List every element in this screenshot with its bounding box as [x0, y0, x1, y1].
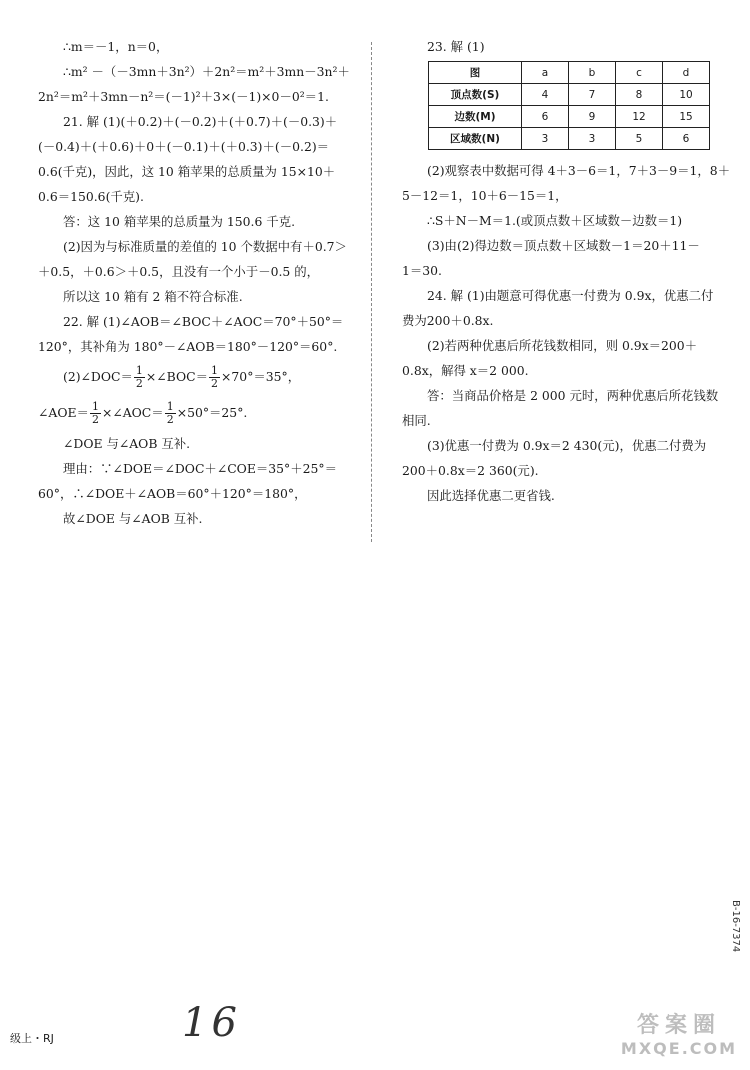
polygon-data-table	[428, 61, 710, 150]
fraction-half	[90, 401, 101, 426]
table-cell: d	[663, 62, 710, 84]
table-cell: 4	[522, 84, 569, 106]
text-line: 1＝30.	[402, 263, 442, 278]
fraction-numerator: 1	[166, 400, 174, 413]
column-divider	[371, 42, 372, 542]
fraction-denominator: 2	[166, 413, 174, 426]
text-line: 0.8x，解得 x＝2 000.	[402, 363, 529, 378]
text-line: 相同.	[402, 413, 431, 428]
text-line: ∴S＋N－M＝1.(或顶点数＋区域数－边数＝1)	[427, 213, 683, 228]
table-cell: 3	[522, 128, 569, 150]
text-line: 120°，其补角为 180°－∠AOB＝180°－120°＝60°.	[38, 339, 338, 354]
text-line: ∠DOE 与∠AOB 互补.	[63, 436, 191, 451]
text-line: 答：当商品价格是 2 000 元时，两种优惠后所花钱数	[427, 388, 719, 403]
fraction-denominator: 2	[91, 413, 99, 426]
table-row	[429, 84, 710, 106]
text-line: 理由：∵∠DOE＝∠DOC＋∠COE＝35°＋25°＝	[63, 461, 337, 476]
row-label-cell: 区域数(N)	[429, 128, 522, 150]
text-line: (2)若两种优惠后所花钱数相同，则 0.9x＝200＋	[427, 338, 698, 353]
table-cell: b	[569, 62, 616, 84]
fraction-half	[134, 365, 145, 390]
q23-heading: 23. 解 (1)	[427, 39, 485, 54]
text-line: 21. 解 (1)(＋0.2)＋(－0.2)＋(＋0.7)＋(－0.3)＋	[63, 114, 338, 129]
table-cell: 5	[616, 128, 663, 150]
fraction-half	[165, 401, 176, 426]
left-lines-block-2	[38, 431, 360, 531]
table-row	[429, 128, 710, 150]
table-row	[429, 106, 710, 128]
left-column	[38, 34, 360, 531]
watermark-bottom-text: MXQE.COM	[620, 1039, 738, 1058]
text-line: 2n²＝m²＋3mn－n²＝(－1)²＋3×(－1)×0－0²＝1.	[38, 89, 329, 104]
text-line: 200＋0.8x＝2 360(元).	[402, 463, 539, 478]
table-cell: 9	[569, 106, 616, 128]
text-seg: (2)∠DOC＝	[63, 369, 133, 384]
text-line: 所以这 10 箱有 2 箱不符合标准.	[63, 289, 243, 304]
text-line: 故∠DOE 与∠AOB 互补.	[63, 511, 203, 526]
text-line: 5－12＝1，10＋6－15＝1，	[402, 188, 568, 203]
text-line: 60°，∴∠DOE＋∠AOB＝60°＋120°＝180°，	[38, 486, 307, 501]
table-cell: c	[616, 62, 663, 84]
q22-part2-line1	[38, 359, 360, 395]
footer-label: 级上・RJ	[10, 1032, 54, 1045]
text-line: 0.6(千克)，因此，这 10 箱苹果的总质量为 15×10＋	[38, 164, 336, 179]
table-cell: 15	[663, 106, 710, 128]
fraction-denominator: 2	[135, 377, 143, 390]
table-cell: 3	[569, 128, 616, 150]
text-line: 因此选择优惠二更省钱.	[427, 488, 555, 503]
text-line: (2)因为与标准质量的差值的 10 个数据中有＋0.7＞	[63, 239, 347, 254]
text-line: ∴m² －（－3mn＋3n²）＋2n²＝m²＋3mn－3n²＋	[63, 64, 350, 79]
text-line: 答：这 10 箱苹果的总质量为 150.6 千克.	[63, 214, 296, 229]
fraction-numerator: 1	[135, 364, 143, 377]
text-seg: ×∠BOC＝	[145, 369, 209, 384]
text-line: 费为200＋0.8x.	[402, 313, 494, 328]
text-seg: ×50°＝25°.	[176, 405, 248, 420]
text-line: (－0.4)＋(＋0.6)＋0＋(－0.1)＋(＋0.3)＋(－0.2)＝	[38, 139, 330, 154]
row-label-cell: 图	[429, 62, 522, 84]
row-label-cell: 边数(M)	[429, 106, 522, 128]
table-header-row	[429, 62, 710, 84]
table-cell: 8	[616, 84, 663, 106]
text-line: 0.6＝150.6(千克).	[38, 189, 144, 204]
q22-part2-line2	[38, 395, 360, 431]
fraction-denominator: 2	[211, 377, 219, 390]
table-cell: 6	[522, 106, 569, 128]
text-line: ∴m＝－1，n＝0，	[63, 39, 169, 54]
watermark-top-text: 答案圈	[636, 1013, 721, 1038]
table-cell: 10	[663, 84, 710, 106]
fraction-half	[209, 365, 220, 390]
text-line: (3)由(2)得边数＝顶点数＋区域数－1＝20＋11－	[427, 238, 700, 253]
text-line: ＋0.5，＋0.6＞＋0.5，且没有一个小于－0.5 的，	[38, 264, 320, 279]
fraction-numerator: 1	[91, 400, 99, 413]
side-code: B-16-7374	[730, 900, 741, 953]
row-label-cell: 顶点数(S)	[429, 84, 522, 106]
right-column	[402, 34, 731, 508]
right-lines-block	[402, 158, 731, 508]
handwritten-page-number: 16	[182, 1000, 241, 1046]
text-line: 24. 解 (1)由题意可得优惠一付费为 0.9x，优惠二付	[427, 288, 714, 303]
table-cell: 12	[616, 106, 663, 128]
text-line: 22. 解 (1)∠AOB＝∠BOC＋∠AOC＝70°＋50°＝	[63, 314, 344, 329]
fraction-numerator: 1	[211, 364, 219, 377]
table-cell: 7	[569, 84, 616, 106]
text-seg: ×70°＝35°，	[221, 369, 301, 384]
text-line: (2)观察表中数据可得 4＋3－6＝1，7＋3－9＝1，8＋	[427, 163, 731, 178]
text-seg: ×∠AOC＝	[101, 405, 164, 420]
watermark-logo	[615, 1013, 743, 1065]
text-line: (3)优惠一付费为 0.9x＝2 430(元)，优惠二付费为	[427, 438, 707, 453]
table-cell: a	[522, 62, 569, 84]
table-cell: 6	[663, 128, 710, 150]
left-lines-block	[38, 34, 360, 359]
text-seg: ∠AOE＝	[38, 405, 89, 420]
